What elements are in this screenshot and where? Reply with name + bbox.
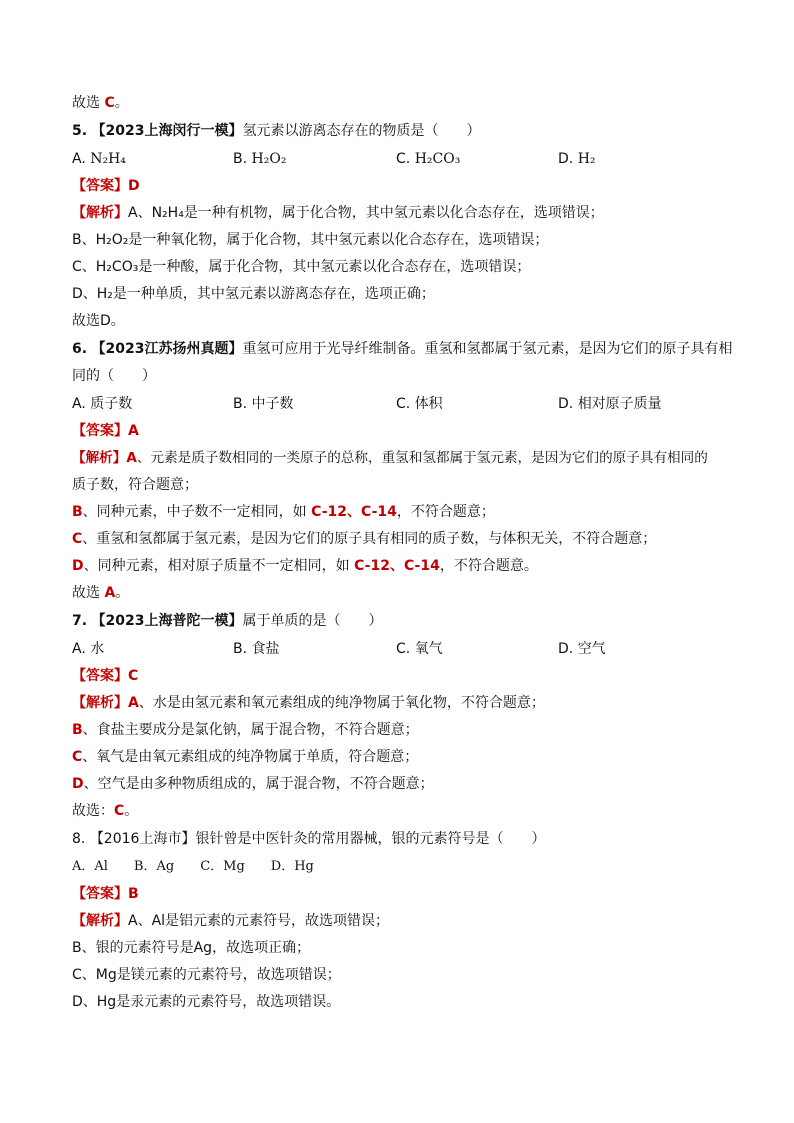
q6-option-b: B. 中子数 (233, 396, 294, 412)
q6-option-c: C. 体积 (396, 396, 443, 412)
q5-option-b: B. H₂O₂ (233, 151, 287, 167)
q7-analysis-b: B、食盐主要成分是氯化钠，属于混合物，不符合题意； (72, 722, 419, 738)
q6-analysis-c: C、重氢和氢都属于氢元素，是因为它们的原子具有相同的质子数，与体积无关，不符合题意； (72, 531, 657, 547)
q8-options: A．Al B．Ag C．Mg D．Hg (72, 859, 314, 874)
q6-analysis-d: D、同种元素，相对原子质量不一定相同，如 C-12、C-14，不符合题意。 (72, 558, 538, 574)
q6-analysis-a: 【解析】A、元素是质子数相同的一类原子的总称，重氢和氢都属于氢元素，是因为它们的原子具有相同的 (72, 450, 708, 466)
q7-option-d: D. 空气 (558, 641, 606, 657)
q5-analysis-b: B、H₂O₂是一种氧化物，属于化合物，其中氢元素以化合态存在，选项错误； (72, 232, 549, 248)
q8-answer: 【答案】B (72, 886, 139, 902)
q7-option-b: B. 食盐 (233, 641, 280, 657)
q7-analysis-a: 【解析】A、水是由氢元素和氧元素组成的纯净物属于氧化物，不符合题意； (72, 695, 545, 711)
q5-analysis-a: 【解析】A、N₂H₄是一种有机物，属于化合物，其中氢元素以化合态存在，选项错误； (72, 205, 604, 221)
q6-conclusion: 故选 A。 (72, 585, 130, 601)
q5-conclusion: 故选D。 (72, 313, 125, 329)
previous-conclusion: 故选 C。 (72, 95, 129, 111)
q7-analysis-c: C、氧气是由氧元素组成的纯净物属于单质，符合题意； (72, 749, 419, 765)
q8-analysis-a: 【解析】A、Al是铝元素的元素符号，故选项错误； (72, 913, 390, 929)
q7-option-a: A. 水 (72, 641, 105, 657)
question-6-stem: 6. 【2023江苏扬州真题】重氢可应用于光导纤维制备。重氢和氢都属于氢元素，是因为它们的原子具有相 (72, 341, 733, 357)
q6-analysis-a-cont: 质子数，符合题意； (72, 477, 198, 493)
q8-analysis-c: C、Mg是镁元素的元素符号，故选项错误； (72, 967, 341, 983)
question-8-stem: 8. 【2016上海市】银针曾是中医针灸的常用器械，银的元素符号是（ ） (72, 831, 546, 847)
q8-analysis-b: B、银的元素符号是Ag，故选项正确； (72, 940, 311, 956)
q7-conclusion: 故选：C。 (72, 803, 139, 819)
q6-analysis-b: B、同种元素，中子数不一定相同，如 C-12、C-14，不符合题意； (72, 504, 495, 520)
q5-option-d: D. H₂ (558, 151, 596, 167)
q5-answer: 【答案】D (72, 178, 140, 194)
q7-answer: 【答案】C (72, 668, 139, 684)
q5-analysis-d: D、H₂是一种单质，其中氢元素以游离态存在，选项正确； (72, 286, 435, 302)
question-5-stem: 5. 【2023上海闵行一模】氢元素以游离态存在的物质是（ ） (72, 123, 481, 139)
question-6-stem-cont: 同的（ ） (72, 368, 156, 384)
q6-option-d: D. 相对原子质量 (558, 396, 662, 412)
q7-analysis-d: D、空气是由多种物质组成的，属于混合物，不符合题意； (72, 776, 434, 792)
q5-option-a: A. N₂H₄ (72, 151, 126, 167)
q5-option-c: C. H₂CO₃ (396, 151, 461, 167)
q5-analysis-c: C、H₂CO₃是一种酸，属于化合物，其中氢元素以化合态存在，选项错误； (72, 259, 531, 275)
question-7-stem: 7. 【2023上海普陀一模】属于单质的是（ ） (72, 613, 383, 629)
q7-option-c: C. 氧气 (396, 641, 443, 657)
q8-analysis-d: D、Hg是汞元素的元素符号，故选项错误。 (72, 994, 341, 1010)
q6-option-a: A. 质子数 (72, 396, 133, 412)
q6-answer: 【答案】A (72, 423, 139, 439)
